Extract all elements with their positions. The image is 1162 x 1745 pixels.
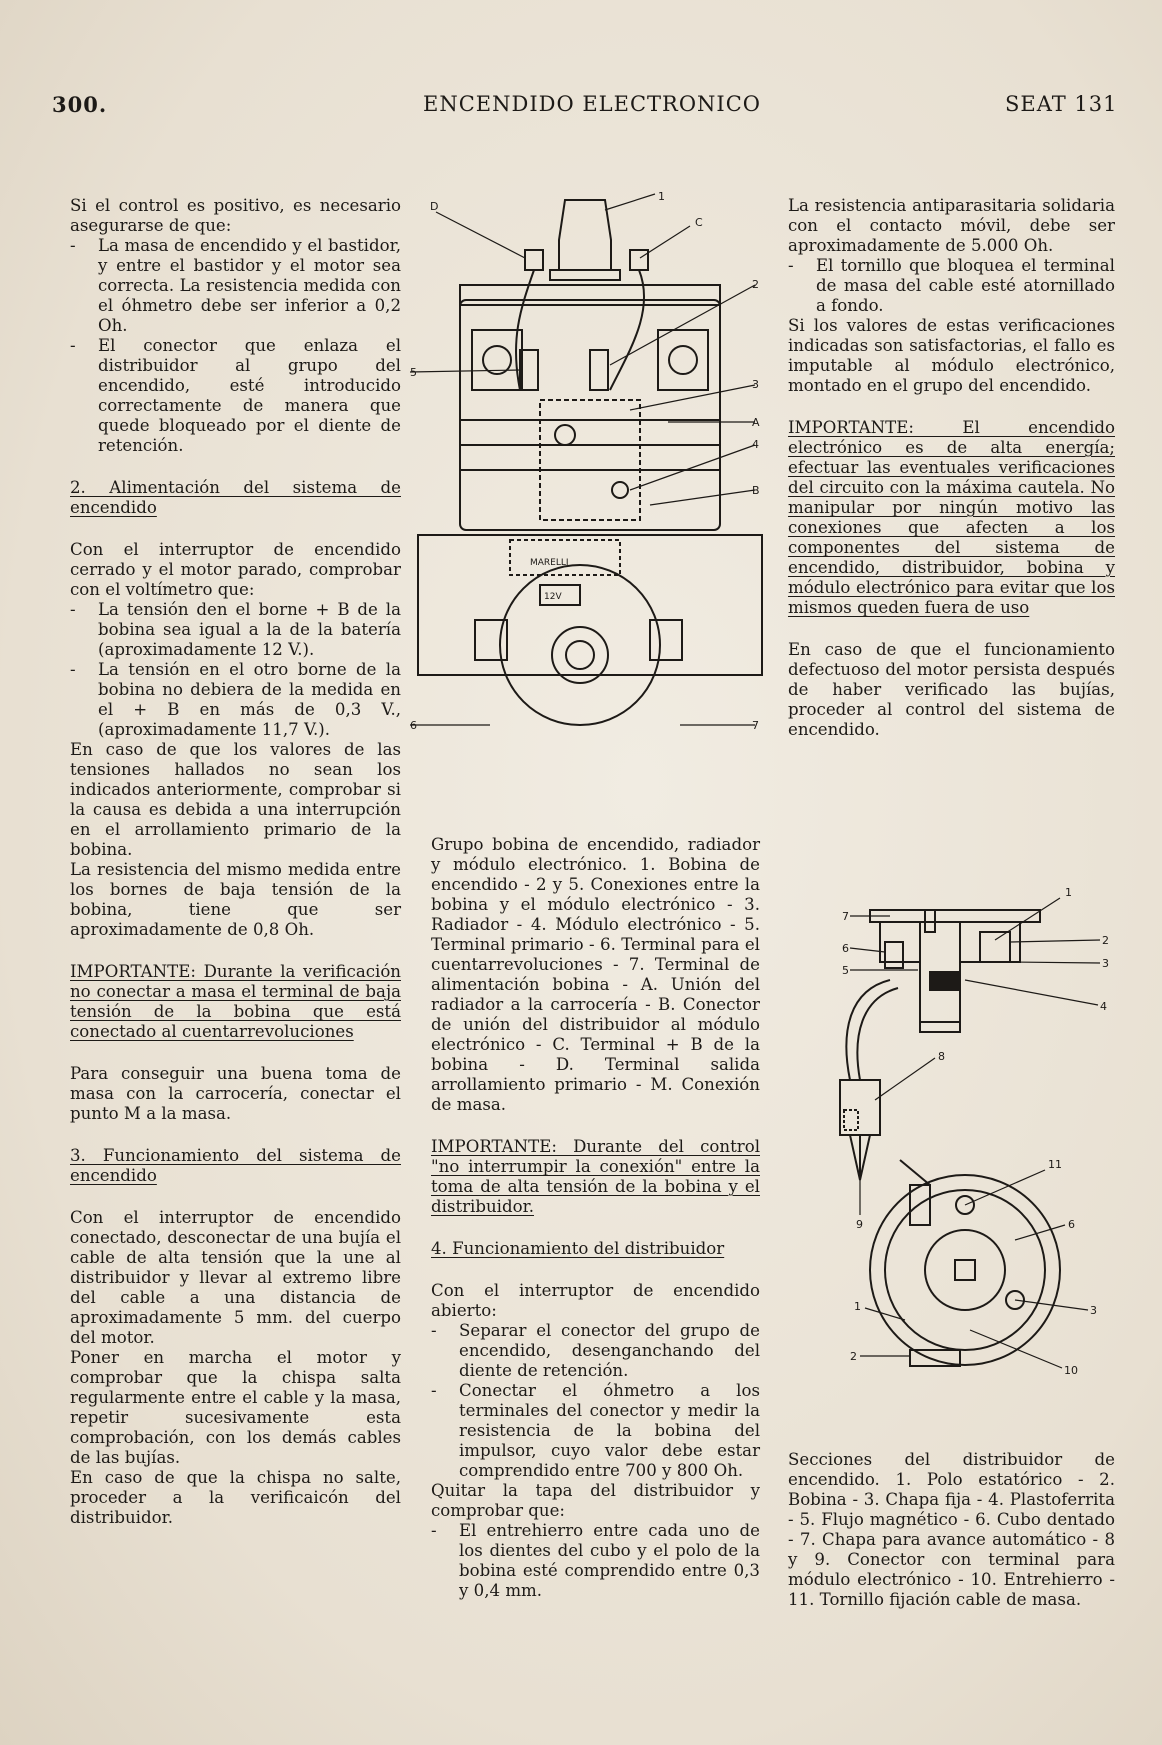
- paragraph: Para conseguir una buena toma de masa con la carrocería, conectar el punto M a la masa.: [70, 1064, 401, 1123]
- diagram-label: 11: [1048, 1158, 1062, 1171]
- diagram-label: 1: [854, 1300, 861, 1313]
- section-title: ENCENDIDO ELECTRONICO: [423, 92, 761, 116]
- diagram-label: C: [695, 216, 703, 229]
- paragraph: En caso de que la chispa no salte, proceder a la verificaicón del distribuidor.: [70, 1468, 401, 1527]
- section-heading: 3. Funcionamiento del sistema de encendido: [70, 1146, 401, 1185]
- list-item: - La tensión den el borne + B de la bobina sea igual a la de la batería (aproximadamente 12 V.).: [70, 600, 401, 659]
- connector-voltage-label: 12V: [544, 592, 562, 602]
- diagram-label: 1: [658, 190, 665, 203]
- paragraph: Si los valores de estas verificaciones indicadas son satisfactorias, el fallo es imputable al módulo electrónico, montado en el grupo del encendido.: [788, 316, 1115, 395]
- column-2: [431, 835, 760, 1601]
- model-name: SEAT 131: [1005, 92, 1118, 116]
- section-heading: 2. Alimentación del sistema de encendido: [70, 478, 401, 517]
- column-1: [70, 196, 401, 1528]
- distributor-section-diagram: [830, 880, 1140, 1380]
- diagram-label: D: [430, 200, 439, 213]
- paragraph: Con el interruptor de encendido abierto:: [431, 1281, 760, 1320]
- diagram-label: 2: [752, 278, 759, 291]
- coil-module-diagram: [410, 190, 770, 830]
- diagram-label: 8: [938, 1050, 945, 1063]
- diagram-label: 7: [752, 719, 759, 732]
- important-note: IMPORTANTE: El encendido electrónico es de alta energía; efectuar las eventuales verificaciones del circuito con la máxima cautela. No manipular por ningún motivo las conexiones que afecten a los componentes del sistema de encendido, distribuidor, bobina y módulo electrónico para evitar que los mismos queden fuera de uso: [788, 418, 1115, 617]
- module-brand-label: MARELLI: [530, 558, 569, 568]
- column-3-caption: [788, 1450, 1115, 1610]
- diagram-label: 10: [1064, 1364, 1078, 1377]
- important-note: IMPORTANTE: Durante la verificación no conectar a masa el terminal de baja tensión de la bobina que está conectado al cuentarrevoluciones: [70, 962, 401, 1041]
- diagram-label: 5: [842, 964, 849, 977]
- paragraph: Quitar la tapa del distribuidor y comprobar que:: [431, 1481, 760, 1520]
- paragraph: Poner en marcha el motor y comprobar que la chispa salta regularmente entre el cable y la masa, repetir sucesivamente esta comprobación, con los demás cables de las bujías.: [70, 1348, 401, 1467]
- diagram-label: 2: [850, 1350, 857, 1363]
- paragraph: En caso de que el funcionamiento defectuoso del motor persista después de haber verificado las bujías, proceder al control del sistema de encendido.: [788, 640, 1115, 739]
- diagram-label: 3: [752, 378, 759, 391]
- diagram-label: 4: [752, 438, 759, 451]
- diagram-label: A: [752, 416, 760, 429]
- list-item: - El entrehierro entre cada uno de los dientes del cubo y el polo de la bobina esté comprendido entre 0,3 y 0,4 mm.: [431, 1521, 760, 1600]
- diagram-label: 6: [410, 719, 417, 732]
- list-item: - Separar el conector del grupo de encendido, desenganchando del diente de retención.: [431, 1321, 760, 1380]
- diagram-label: 7: [842, 910, 849, 923]
- column-3: [788, 196, 1115, 740]
- section-heading: 4. Funcionamiento del distribuidor: [431, 1239, 725, 1258]
- paragraph: En caso de que los valores de las tensiones hallados no sean los indicados anteriormente, comprobar si la causa es debida a una interrupción en el arrollamiento primario de la bobina.: [70, 740, 401, 859]
- paragraph: Con el interruptor de encendido cerrado y el motor parado, comprobar con el voltímetro que:: [70, 540, 401, 599]
- diagram-label: 3: [1102, 957, 1109, 970]
- figure-caption: Secciones del distribuidor de encendido. 1. Polo estatórico - 2. Bobina - 3. Chapa fija - 4. Plastoferrita - 5. Flujo magnético - 6. Cubo dentado - 7. Chapa para avance automático - 8 y 9. Conector con terminal para módulo electrónico - 10. Entrehierro - 11. Tornillo fijación cable de masa.: [788, 1450, 1115, 1609]
- paragraph: La resistencia del mismo medida entre los bornes de baja tensión de la bobina, tiene que ser aproximadamente de 0,8 Oh.: [70, 860, 401, 939]
- diagram-label: 5: [410, 366, 417, 379]
- diagram-label: 3: [1090, 1304, 1097, 1317]
- paragraph: Si el control es positivo, es necesario asegurarse de que:: [70, 196, 401, 235]
- list-item: - La masa de encendido y el bastidor, y entre el bastidor y el motor sea correcta. La resistencia medida con el óhmetro debe ser inferior a 0,2 Oh.: [70, 236, 401, 335]
- figure-caption: Grupo bobina de encendido, radiador y módulo electrónico. 1. Bobina de encendido - 2 y 5. Conexiones entre la bobina y el módulo electrónico - 3. Radiador - 4. Módulo electrónico - 5. Terminal primario - 6. Terminal para el cuentarrevoluciones - 7. Terminal de alimentación bobina - A. Unión del radiador a la carrocería - B. Conector de unión del distribuidor al módulo electrónico - C. Terminal + B de la bobina - D. Terminal salida arrollamiento primario - M. Conexión de masa.: [431, 835, 760, 1114]
- list-item: - Conectar el óhmetro a los terminales del conector y medir la resistencia de la bobina del impulsor, cuyo valor debe estar comprendido entre 700 y 800 Oh.: [431, 1381, 760, 1480]
- paragraph: La resistencia antiparasitaria solidaria con el contacto móvil, debe ser aproximadamente de 5.000 Oh.: [788, 196, 1115, 255]
- diagram-label: 6: [1068, 1218, 1075, 1231]
- diagram-label: B: [752, 484, 760, 497]
- list-item: - El conector que enlaza el distribuidor al grupo del encendido, esté introducido correctamente de manera que quede bloqueado por el diente de retención.: [70, 336, 401, 455]
- diagram-label: 1: [1065, 886, 1072, 899]
- diagram-label: 2: [1102, 934, 1109, 947]
- list-item: - El tornillo que bloquea el terminal de masa del cable esté atornillado a fondo.: [788, 256, 1115, 315]
- paragraph: Con el interruptor de encendido conectado, desconectar de una bujía el cable de alta tensión que la une al distribuidor y llevar al extremo libre del cable a una distancia de aproximadamente 5 mm. del cuerpo del motor.: [70, 1208, 401, 1347]
- diagram-label: 6: [842, 942, 849, 955]
- important-note: IMPORTANTE: Durante del control "no interrumpir la conexión" entre la toma de alta tensión de la bobina y el distribuidor.: [431, 1137, 760, 1216]
- list-item: - La tensión en el otro borne de la bobina no debiera de la medida en el + B en más de 0,3 V., (aproximadamente 11,7 V.).: [70, 660, 401, 739]
- diagram-label: 4: [1100, 1000, 1107, 1013]
- diagram-label: 9: [856, 1218, 863, 1231]
- page-number: 300.: [52, 92, 108, 117]
